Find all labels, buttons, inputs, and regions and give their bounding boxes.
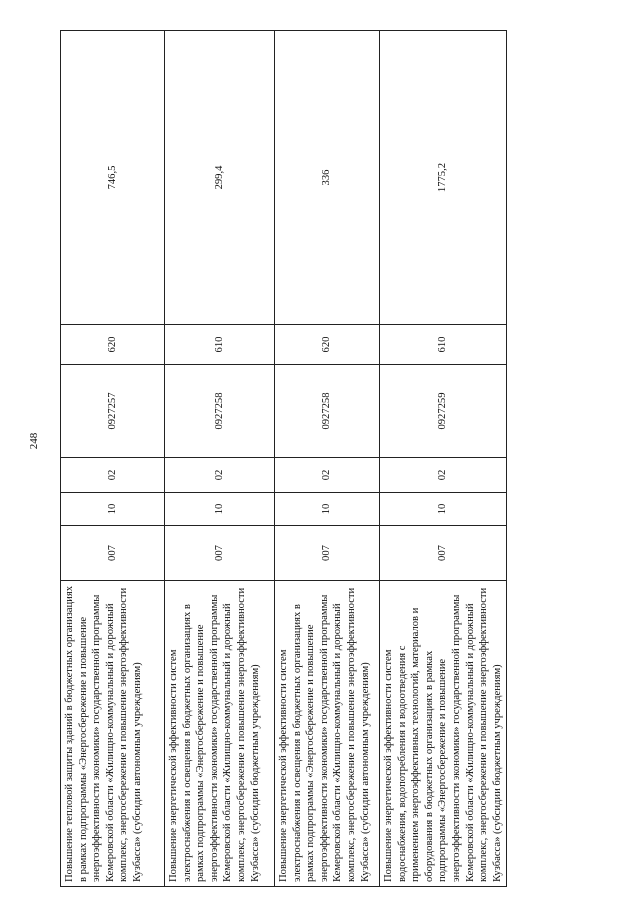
expense-type-cell: 620 — [275, 325, 380, 365]
grbs-code-cell: 007 — [275, 526, 380, 581]
expense-name-cell: Повышение энергетической эффективности систем водоснабжения, водопотребления и водоотведения с применением энергоэффективных технологий, материалов и оборудования в бюджетных организациях в рамках подпрограммы «Энергосбережение и повышение энергоэффективности экономики» государственной программы Кемеровской области «Жилищно-коммунальный и дорожный комплекс, энергосбережение и повышение энергоэффективности Кузбасса» (субсидии бюджетным учреждениям) — [380, 581, 507, 887]
expense-type-cell: 610 — [165, 325, 275, 365]
table-row — [165, 31, 275, 887]
grbs-code-cell: 007 — [165, 526, 275, 581]
expense-type-cell: 620 — [61, 325, 165, 365]
section-code-cell: 10 — [61, 493, 165, 526]
grbs-code-cell: 007 — [61, 526, 165, 581]
target-article-cell: 0927257 — [61, 365, 165, 458]
target-article-cell: 0927259 — [380, 365, 507, 458]
subsection-code-cell: 02 — [275, 458, 380, 493]
section-code-cell: 10 — [275, 493, 380, 526]
subsection-code-cell: 02 — [380, 458, 507, 493]
expense-name-cell: Повышение энергетической эффективности систем электроснабжения и освещения в бюджетных организациях в рамках подпрограммы «Энергосбережение и повышение энергоэффективности экономики» государственной программы Кемеровской области «Жилищно-коммунальный и дорожный комплекс, энергосбережение и повышение энергоэффективности Кузбасса» (субсидии бюджетным учреждениям) — [165, 581, 275, 887]
amount-cell: 1775,2 — [380, 31, 507, 325]
grbs-code-cell: 007 — [380, 526, 507, 581]
amount-cell: 299,4 — [165, 31, 275, 325]
section-code-cell: 10 — [165, 493, 275, 526]
target-article-cell: 0927258 — [275, 365, 380, 458]
rotated-page-content — [60, 31, 503, 887]
table-row — [61, 31, 165, 887]
expense-name-cell: Повышение тепловой защиты зданий в бюджетных организациях в рамках подпрограммы «Энергосбережение и повышение энергоэффективности экономики» государственной программы Кемеровской области «Жилищно-коммунальный и дорожный комплекс, энергосбережение и повышение энергоэффективности Кузбасса» (субсидии автономным учреждениям) — [61, 581, 165, 887]
target-article-cell: 0927258 — [165, 365, 275, 458]
page-number: 248 — [28, 432, 40, 450]
table-row — [380, 31, 507, 887]
expense-type-cell: 610 — [380, 325, 507, 365]
subsection-code-cell: 02 — [61, 458, 165, 493]
amount-cell: 746,5 — [61, 31, 165, 325]
expense-name-cell: Повышение энергетической эффективности систем электроснабжения и освещения в бюджетных организациях в рамках подпрограммы «Энергосбережение и повышение энергоэффективности экономики» государственной программы Кемеровской области «Жилищно-коммунальный и дорожный комплекс, энергосбережение и повышение энергоэффективности Кузбасса» (субсидии автономным учреждениям) — [275, 581, 380, 887]
table-row — [275, 31, 380, 887]
amount-cell: 336 — [275, 31, 380, 325]
subsection-code-cell: 02 — [165, 458, 275, 493]
section-code-cell: 10 — [380, 493, 507, 526]
budget-table — [60, 30, 507, 887]
